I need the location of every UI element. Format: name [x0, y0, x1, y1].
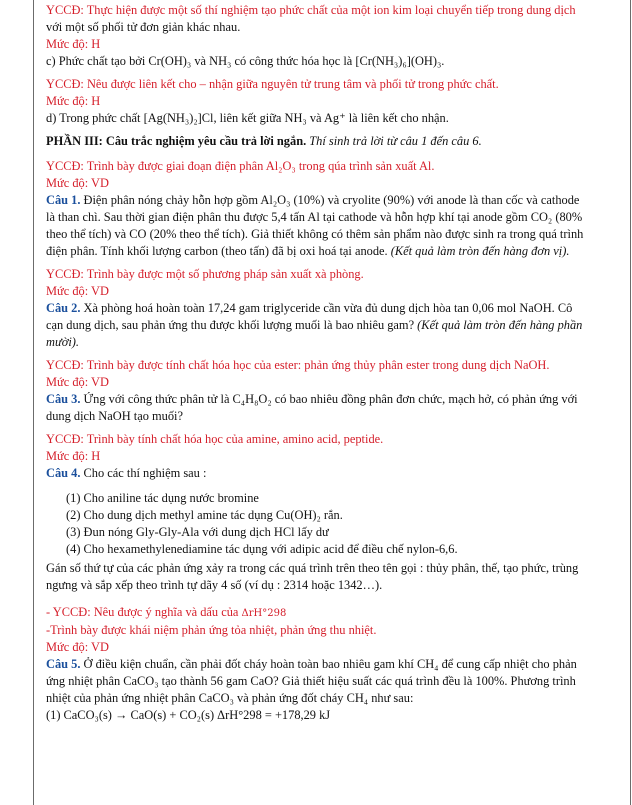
text-line	[46, 133, 618, 150]
content-block-b8	[46, 490, 618, 558]
line-text: (3) Đun nóng Gly-Gly-Ala với dung dịch HCl lấy dư	[66, 525, 329, 539]
requirement-line	[46, 639, 618, 656]
text-line	[46, 334, 618, 351]
line-text: dung dịch NaOH tạo muối?	[46, 409, 183, 423]
line-text: Mức độ: VD	[46, 284, 109, 298]
text-line	[46, 707, 618, 724]
line-text: Gán số thứ tự của các phản ứng xảy ra trong các quá trình trên theo tên gọi : thủy phân, thế, tạo phức, trùng	[46, 561, 579, 575]
line-text: Mức độ: VD	[46, 640, 109, 654]
requirement-line	[46, 374, 618, 391]
question-line	[46, 300, 618, 317]
text-line	[66, 524, 618, 541]
enthalpy-symbol: ΔrH°298	[241, 608, 287, 619]
italic-note: mười).	[46, 335, 79, 349]
text-line	[66, 490, 618, 507]
requirement-line	[46, 357, 618, 374]
content-block-b4	[46, 158, 618, 260]
text-line	[46, 673, 618, 690]
line-text: ứng nhiệt phân CaCO₃ tạo thành 56 gam CaO? Giả thiết hiệu suất các quá trình đều là 100%. Phương trình	[46, 674, 576, 688]
text-line	[46, 408, 618, 425]
requirement-line	[46, 76, 618, 93]
content-block-b9	[46, 560, 618, 594]
requirement-line	[46, 283, 618, 300]
content-block-b10	[46, 604, 618, 724]
question-line	[46, 192, 618, 209]
line-text: YCCĐ: Thực hiện được một số thí nghiệm tạo phức chất của một ion kim loại chuyển tiếp trong dung dịch	[46, 3, 576, 17]
line-text: Ứng với công thức phân tử là C₄H₈O₂ có bao nhiêu đồng phân đơn chức, mạch hở, có phản ứng với	[80, 392, 578, 406]
line-text: d) Trong phức chất [Ag(NH₃)₂]Cl, liên kết giữa NH₃ và Ag⁺ là liên kết cho nhận.	[46, 111, 449, 125]
line-text: Xà phòng hoá hoàn toàn 17,24 gam triglyceride cần vừa đủ dung dịch hòa tan 0,06 mol NaOH. Cô	[80, 301, 573, 315]
line-text: (1) CaCO₃(s) → CaO(s) + CO₂(s) ΔrH°298 = +178,29 kJ	[46, 708, 331, 722]
text-line	[46, 577, 618, 594]
line-text: Cho các thí nghiệm sau :	[80, 466, 207, 480]
line-text: Mức độ: H	[46, 37, 101, 51]
question-line	[46, 391, 618, 408]
line-text: Mức độ: VD	[46, 375, 109, 389]
text-line	[66, 541, 618, 558]
line-text: YCCĐ: Nêu được liên kết cho – nhận giữa nguyên tử trung tâm và phối tử trong phức chất.	[46, 77, 499, 91]
text-line	[46, 53, 618, 70]
question-line	[46, 465, 618, 482]
line-text: - YCCĐ: Nêu được ý nghĩa và dấu của	[46, 605, 242, 619]
text-line	[46, 243, 618, 260]
requirement-line	[46, 604, 618, 622]
text-line	[46, 209, 618, 226]
content-block-b6	[46, 357, 618, 425]
italic-note: Thí sinh trả lời từ câu 1 đến câu 6.	[306, 134, 482, 148]
question-number: Câu 5.	[46, 657, 81, 671]
line-text: (4) Cho hexamethylenediamine tác dụng với adipic acid để điều chế nylon-6,6.	[66, 542, 458, 556]
text-line	[46, 560, 618, 577]
requirement-line	[46, 175, 618, 192]
requirement-line	[46, 158, 618, 175]
line-text: ngưng và sắp xếp theo trình tự dãy 4 số (ví dụ : 2314 hoặc 1342…).	[46, 578, 383, 592]
question-number: Câu 3.	[46, 392, 81, 406]
question-number: Câu 2.	[46, 301, 81, 315]
line-text: với một số phối tử đơn giản khác nhau.	[46, 20, 241, 34]
italic-note: (Kết quả làm tròn đến hàng đơn vị).	[387, 244, 570, 258]
text-line	[46, 19, 618, 36]
requirement-line	[46, 448, 618, 465]
line-text: -Trình bày được khái niệm phản ứng tỏa nhiệt, phản ứng thu nhiệt.	[46, 623, 377, 637]
requirement-line	[46, 93, 618, 110]
line-text: (2) Cho dung dịch methyl amine tác dụng Cu(OH)₂ rắn.	[66, 508, 343, 522]
question-number: Câu 4.	[46, 466, 81, 480]
content-block-b1	[46, 2, 618, 70]
question-line	[46, 656, 618, 673]
line-text: (1) Cho aniline tác dụng nước bromine	[66, 491, 259, 505]
text-line	[46, 226, 618, 243]
content-block-b7	[46, 431, 618, 482]
line-text: Điện phân nóng chảy hỗn hợp gồm Al₂O₃ (10%) và cryolite (90%) với anode là than cốc và cathode	[80, 193, 580, 207]
line-text: YCCĐ: Trình bày được tính chất hóa học của ester: phản ứng thủy phân ester trong dung dịch NaOH.	[46, 358, 550, 372]
line-text: điện phân. Tính khối lượng carbon (theo tấn) đã bị oxi hoá tại anode.	[46, 244, 388, 258]
requirement-line	[46, 622, 618, 639]
line-text: PHẦN III: Câu trắc nghiệm yêu cầu trả lời ngắn.	[46, 134, 307, 148]
content-block-b3	[46, 133, 618, 150]
line-text: Mức độ: H	[46, 94, 101, 108]
line-text: c) Phức chất tạo bởi Cr(OH)₃ và NH₃ có công thức hóa học là [Cr(NH₃)₆](OH)₃.	[46, 54, 445, 68]
line-text: YCCĐ: Trình bày tính chất hóa học của amine, amino acid, peptide.	[46, 432, 384, 446]
requirement-line	[46, 431, 618, 448]
line-text: Mức độ: VD	[46, 176, 109, 190]
text-line	[46, 110, 618, 127]
italic-note: (Kết quả làm tròn đến hàng phần	[414, 318, 583, 332]
requirement-line	[46, 36, 618, 53]
question-number: Câu 1.	[46, 193, 81, 207]
text-line	[66, 507, 618, 524]
line-text: là than chì. Sau thời gian điện phân thu được 5,4 tấn Al tại cathode và hỗn hợp khí tại anode gồm CO₂ (80%	[46, 210, 583, 224]
line-text: Mức độ: H	[46, 449, 101, 463]
line-text: cạn dung dịch, sau phản ứng thu được khối lượng muối là bao nhiêu gam?	[46, 318, 415, 332]
content-block-b2	[46, 76, 618, 127]
document-page	[46, 2, 618, 724]
text-line	[46, 690, 618, 707]
text-line	[46, 317, 618, 334]
requirement-line	[46, 2, 618, 19]
requirement-line	[46, 266, 618, 283]
line-text: YCCĐ: Trình bày được một số phương pháp sản xuất xà phòng.	[46, 267, 364, 281]
line-text: Ở điều kiện chuẩn, cần phải đốt cháy hoàn toàn bao nhiêu gam khí CH₄ để cung cấp nhiệt cho phản	[80, 657, 577, 671]
line-text: nhiệt của phản ứng nhiệt phân CaCO₃ và phản ứng đốt cháy CH₄ như sau:	[46, 691, 414, 705]
line-text: theo thể tích) và CO (20% theo thể tích). Giả thiết không có thêm sản phẩm nào được sinh ra trong quá trình	[46, 227, 584, 241]
content-block-b5	[46, 266, 618, 351]
line-text: YCCĐ: Trình bày được giai đoạn điện phân Al₂O₃ trong qúa trình sản xuất Al.	[46, 159, 435, 173]
